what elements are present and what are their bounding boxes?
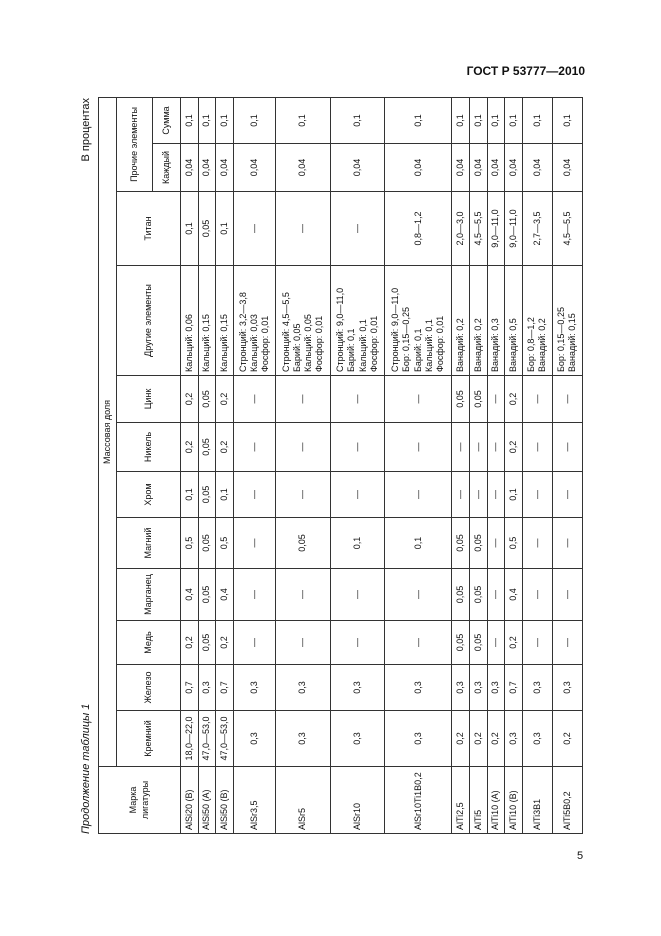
cell-ti: 0,1 <box>181 192 199 266</box>
cell-zn: — <box>522 376 552 423</box>
cell-cu: 0,05 <box>469 621 487 665</box>
cell-each: 0,04 <box>330 144 385 192</box>
column-header-cr: Хром <box>117 472 181 518</box>
cell-other: Стронций: 3,2—3,8 Кальций: 0,03 Фосфор: 0,01 <box>234 266 276 376</box>
cell-cu: — <box>385 621 452 665</box>
cell-cr: — <box>522 472 552 518</box>
cell-mg: — <box>234 518 276 569</box>
cell-each: 0,04 <box>487 144 505 192</box>
cell-grade: AlTi2,5 <box>452 767 470 834</box>
cell-ti: 2,7—3,5 <box>522 192 552 266</box>
cell-zn: 0,2 <box>216 376 234 423</box>
cell-fe: 0,7 <box>181 665 199 711</box>
cell-zn: — <box>330 376 385 423</box>
cell-fe: 0,3 <box>198 665 216 711</box>
cell-sum: 0,1 <box>522 97 552 143</box>
cell-other: Ванадий: 0,2 <box>469 266 487 376</box>
cell-other: Кальций: 0,15 <box>216 266 234 376</box>
cell-mg: 0,1 <box>330 518 385 569</box>
cell-sum: 0,1 <box>234 97 276 143</box>
cell-ni: — <box>330 423 385 472</box>
table-row <box>452 97 470 833</box>
cell-zn: 0,05 <box>469 376 487 423</box>
column-header-si: Кремний <box>117 711 181 767</box>
column-header-zn: Цинк <box>117 376 181 423</box>
cell-ni: 0,2 <box>216 423 234 472</box>
cell-fe: 0,3 <box>330 665 385 711</box>
cell-cr: 0,1 <box>505 472 523 518</box>
cell-other: Кальций: 0,06 <box>181 266 199 376</box>
cell-other: Стронций: 9,0—11,0 Бор: 0,15—0,25 Барий: 0,1 Кальций: 0,1 Фосфор: 0,01 <box>385 266 452 376</box>
cell-mn: — <box>552 569 582 621</box>
column-header-ni: Никель <box>117 423 181 472</box>
cell-mn: — <box>522 569 552 621</box>
cell-cr: 0,1 <box>216 472 234 518</box>
document-code: ГОСТ Р 53777—2010 <box>466 64 585 78</box>
cell-mn: — <box>276 569 331 621</box>
cell-mg: 0,1 <box>385 518 452 569</box>
cell-si: 0,2 <box>452 711 470 767</box>
cell-ni: — <box>522 423 552 472</box>
column-header-mn: Марганец <box>117 569 181 621</box>
cell-fe: 0,3 <box>469 665 487 711</box>
cell-sum: 0,1 <box>552 97 582 143</box>
cell-cr: 0,1 <box>181 472 199 518</box>
cell-sum: 0,1 <box>452 97 470 143</box>
cell-cr: — <box>552 472 582 518</box>
cell-grade: AlTi5B0,2 <box>552 767 582 834</box>
table-row <box>385 97 452 833</box>
table-row <box>552 97 582 833</box>
page-number: 5 <box>577 850 584 862</box>
cell-other: Ванадий: 0,3 <box>487 266 505 376</box>
cell-zn: 0,2 <box>505 376 523 423</box>
cell-si: 0,2 <box>487 711 505 767</box>
cell-mn: 0,4 <box>216 569 234 621</box>
cell-each: 0,04 <box>469 144 487 192</box>
table-row <box>181 97 199 833</box>
cell-mg: 0,5 <box>181 518 199 569</box>
cell-each: 0,04 <box>505 144 523 192</box>
cell-sum: 0,1 <box>505 97 523 143</box>
cell-ni: — <box>234 423 276 472</box>
cell-grade: AlSr10 <box>330 767 385 834</box>
cell-mg: — <box>522 518 552 569</box>
cell-ti: 0,05 <box>198 192 216 266</box>
cell-mn: — <box>385 569 452 621</box>
cell-grade: AlSr5 <box>276 767 331 834</box>
cell-si: 0,3 <box>234 711 276 767</box>
cell-si: 0,3 <box>330 711 385 767</box>
cell-fe: 0,3 <box>452 665 470 711</box>
cell-cu: 0,05 <box>452 621 470 665</box>
cell-mn: — <box>330 569 385 621</box>
cell-each: 0,04 <box>234 144 276 192</box>
cell-fe: 0,3 <box>276 665 331 711</box>
cell-zn: 0,2 <box>181 376 199 423</box>
cell-si: 0,3 <box>385 711 452 767</box>
cell-zn: — <box>552 376 582 423</box>
cell-mn: — <box>487 569 505 621</box>
cell-mg: 0,05 <box>198 518 216 569</box>
cell-fe: 0,3 <box>522 665 552 711</box>
table-row <box>469 97 487 833</box>
cell-si: 0,2 <box>552 711 582 767</box>
cell-ti: — <box>330 192 385 266</box>
table-row <box>505 97 523 833</box>
cell-ni: — <box>552 423 582 472</box>
table-row <box>216 97 234 833</box>
cell-other: Стронций: 4,5—5,5 Барий: 0,05 Кальций: 0,05 Фосфор: 0,01 <box>276 266 331 376</box>
cell-cr: — <box>385 472 452 518</box>
cell-cu: — <box>276 621 331 665</box>
others-group-header: Прочие элементы <box>117 97 153 191</box>
cell-ni: — <box>487 423 505 472</box>
cell-cu: — <box>330 621 385 665</box>
cell-ni: 0,05 <box>198 423 216 472</box>
cell-mg: 0,05 <box>469 518 487 569</box>
cell-fe: 0,7 <box>505 665 523 711</box>
cell-si: 0,2 <box>469 711 487 767</box>
cell-zn: — <box>234 376 276 423</box>
cell-fe: 0,7 <box>216 665 234 711</box>
cell-cr: — <box>452 472 470 518</box>
cell-each: 0,04 <box>181 144 199 192</box>
cell-si: 0,3 <box>505 711 523 767</box>
cell-fe: 0,3 <box>385 665 452 711</box>
cell-sum: 0,1 <box>181 97 199 143</box>
column-header-cu: Медь <box>117 621 181 665</box>
cell-each: 0,04 <box>276 144 331 192</box>
alloy-composition-table <box>98 97 583 834</box>
mass-fraction-header: Массовая доля <box>99 97 117 766</box>
cell-ni: — <box>385 423 452 472</box>
cell-si: 47,0—53,0 <box>216 711 234 767</box>
table-row <box>487 97 505 833</box>
cell-grade: AlTi10 (А) <box>487 767 505 834</box>
cell-mn: 0,4 <box>181 569 199 621</box>
column-header-other: Другие элементы <box>117 266 181 376</box>
cell-cu: 0,2 <box>505 621 523 665</box>
cell-ni: 0,2 <box>505 423 523 472</box>
cell-mn: 0,4 <box>505 569 523 621</box>
cell-zn: — <box>276 376 331 423</box>
cell-si: 0,3 <box>276 711 331 767</box>
cell-mn: — <box>234 569 276 621</box>
rotated-table-block <box>80 98 583 834</box>
cell-grade: AlTi3B1 <box>522 767 552 834</box>
cell-other: Кальций: 0,15 <box>198 266 216 376</box>
cell-sum: 0,1 <box>469 97 487 143</box>
cell-ti: 9,0—11,0 <box>505 192 523 266</box>
cell-ni: — <box>452 423 470 472</box>
cell-cu: — <box>234 621 276 665</box>
table-row <box>330 97 385 833</box>
cell-ni: — <box>469 423 487 472</box>
cell-fe: 0,3 <box>487 665 505 711</box>
cell-ti: 2,0—3,0 <box>452 192 470 266</box>
table-row <box>234 97 276 833</box>
cell-ni: — <box>276 423 331 472</box>
cell-cu: 0,2 <box>216 621 234 665</box>
cell-cu: — <box>522 621 552 665</box>
column-header-each: Каждый <box>153 144 181 192</box>
table-continuation-caption: Продолжение таблицы 1 <box>80 703 92 834</box>
cell-mn: 0,05 <box>469 569 487 621</box>
cell-each: 0,04 <box>216 144 234 192</box>
cell-ti: 4,5—5,5 <box>469 192 487 266</box>
cell-cu: — <box>552 621 582 665</box>
cell-zn: — <box>385 376 452 423</box>
cell-each: 0,04 <box>552 144 582 192</box>
cell-mn: 0,05 <box>452 569 470 621</box>
cell-mg: 0,5 <box>216 518 234 569</box>
cell-sum: 0,1 <box>330 97 385 143</box>
cell-each: 0,04 <box>198 144 216 192</box>
column-header-ti: Титан <box>117 192 181 266</box>
units-note: В процентах <box>80 98 92 162</box>
cell-sum: 0,1 <box>385 97 452 143</box>
cell-fe: 0,3 <box>552 665 582 711</box>
cell-si: 0,3 <box>522 711 552 767</box>
cell-other: Ванадий: 0,2 <box>452 266 470 376</box>
cell-each: 0,04 <box>522 144 552 192</box>
cell-sum: 0,1 <box>216 97 234 143</box>
column-header-fe: Железо <box>117 665 181 711</box>
cell-mg: — <box>487 518 505 569</box>
cell-si: 18,0—22,0 <box>181 711 199 767</box>
cell-other: Бор: 0,15—0,25 Ванадий: 0,15 <box>552 266 582 376</box>
cell-grade: AlSi50 (А) <box>198 767 216 834</box>
table-body <box>181 97 583 833</box>
cell-cr: — <box>487 472 505 518</box>
cell-cr: 0,05 <box>198 472 216 518</box>
cell-each: 0,04 <box>385 144 452 192</box>
table-row <box>276 97 331 833</box>
cell-mg: — <box>552 518 582 569</box>
cell-sum: 0,1 <box>198 97 216 143</box>
cell-grade: AlSr10Ti1B0,2 <box>385 767 452 834</box>
cell-sum: 0,1 <box>487 97 505 143</box>
cell-zn: — <box>487 376 505 423</box>
cell-ni: 0,2 <box>181 423 199 472</box>
table-row <box>198 97 216 833</box>
cell-grade: AlSi20 (В) <box>181 767 199 834</box>
cell-ti: — <box>234 192 276 266</box>
cell-mn: 0,05 <box>198 569 216 621</box>
table-row <box>522 97 552 833</box>
cell-ti: 4,5—5,5 <box>552 192 582 266</box>
cell-ti: 9,0—11,0 <box>487 192 505 266</box>
cell-cu: — <box>487 621 505 665</box>
cell-grade: AlSr3,5 <box>234 767 276 834</box>
cell-other: Стронций: 9,0—11,0 Барий: 0,1 Кальций: 0,1 Фосфор: 0,01 <box>330 266 385 376</box>
cell-cr: — <box>469 472 487 518</box>
cell-grade: AlTi10 (В) <box>505 767 523 834</box>
cell-other: Бор: 0,8—1,2 Ванадий: 0,2 <box>522 266 552 376</box>
cell-zn: 0,05 <box>452 376 470 423</box>
grade-column-header: Марка лигатуры <box>99 767 181 834</box>
cell-cr: — <box>276 472 331 518</box>
cell-ti: — <box>276 192 331 266</box>
cell-cr: — <box>330 472 385 518</box>
cell-cu: 0,2 <box>181 621 199 665</box>
cell-cr: — <box>234 472 276 518</box>
cell-other: Ванадий: 0,5 <box>505 266 523 376</box>
cell-fe: 0,3 <box>234 665 276 711</box>
cell-sum: 0,1 <box>276 97 331 143</box>
cell-mg: 0,05 <box>452 518 470 569</box>
column-header-mg: Магний <box>117 518 181 569</box>
cell-zn: 0,05 <box>198 376 216 423</box>
cell-each: 0,04 <box>452 144 470 192</box>
cell-ti: 0,8—1,2 <box>385 192 452 266</box>
cell-mg: 0,5 <box>505 518 523 569</box>
cell-ti: 0,1 <box>216 192 234 266</box>
cell-mg: 0,05 <box>276 518 331 569</box>
cell-grade: AlTi5 <box>469 767 487 834</box>
cell-grade: AlSi50 (В) <box>216 767 234 834</box>
cell-cu: 0,05 <box>198 621 216 665</box>
column-header-sum: Сумма <box>153 97 181 143</box>
cell-si: 47,0—53,0 <box>198 711 216 767</box>
